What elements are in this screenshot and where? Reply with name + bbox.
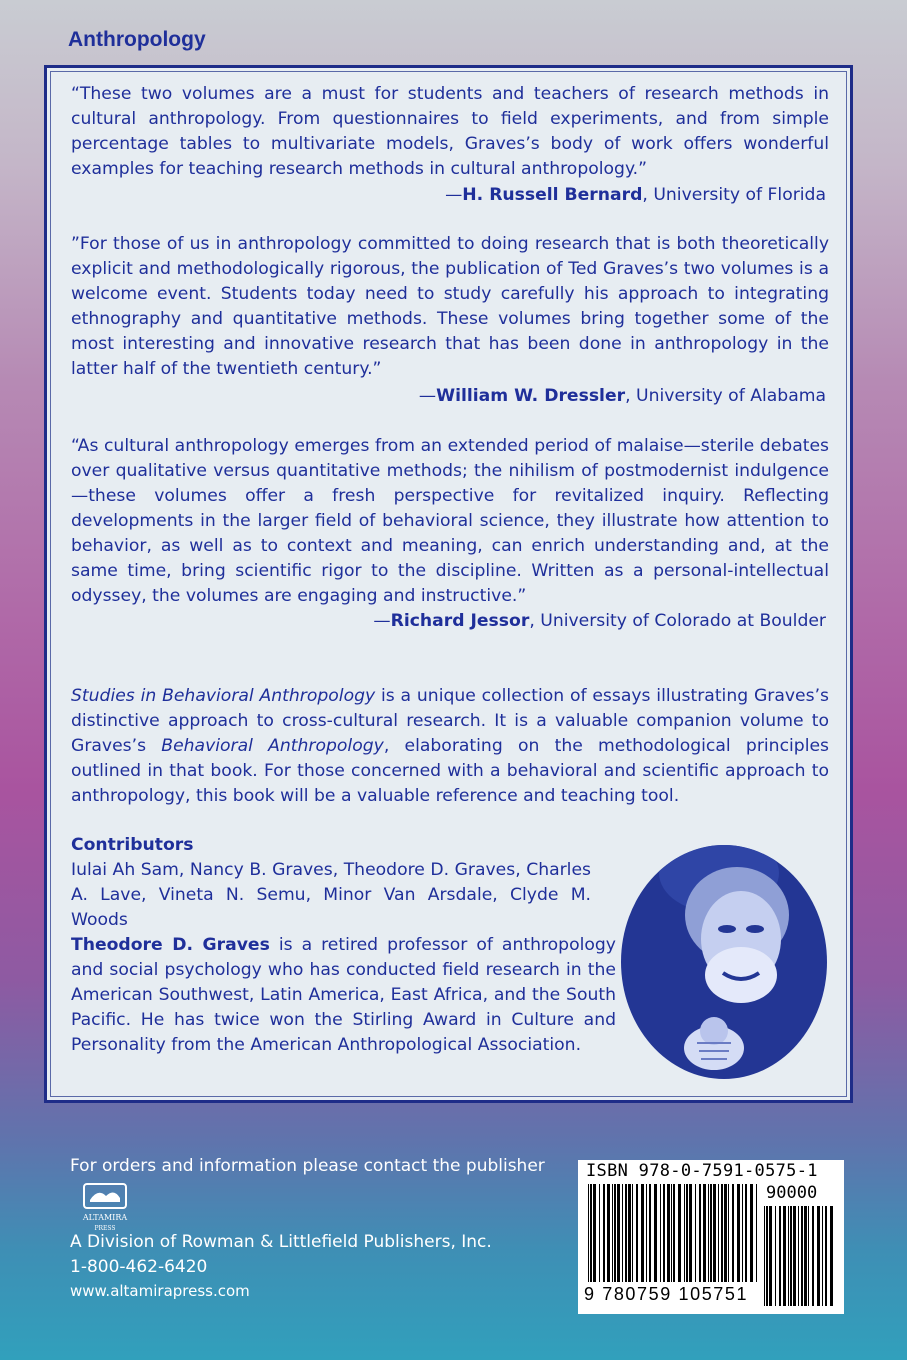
quote-1-affiliation: , University of Florida	[642, 185, 826, 205]
quote-1: “These two volumes are a must for students and teachers of research methods in cultural anthropology. From questionnaires to field experiments, and from simple percentage tables to multivariate models, Graves’s body of work offers wonderful examples for teaching research methods in cultural anthropology.”	[71, 84, 829, 179]
quote-1-attribution: —H. Russell Bernard, University of Florida	[445, 185, 826, 205]
author-name: Theodore D. Graves	[71, 935, 270, 955]
quote-1-author: H. Russell Bernard	[462, 185, 643, 205]
quote-2-affiliation: , University of Alabama	[625, 386, 826, 406]
isbn-barcode	[578, 1160, 844, 1314]
quote-2: ”For those of us in anthropology committed to doing research that is both theoretically explicit and methodologically rigorous, the publication of Ted Graves’s two volumes is a welcome event. Students today need to study carefully his approach to integrating ethnography and quantitative methods. These volumes bring together some of the most interesting and innovative research that has been done in anthropology in the latter half of the twentieth century.”	[71, 234, 829, 379]
quote-3-author: Richard Jessor	[390, 611, 530, 631]
altamira-press-logo	[70, 1180, 140, 1236]
price-code: 90000	[766, 1183, 818, 1203]
book-title: Studies in Behavioral Anthropology	[71, 686, 376, 706]
quote-3-attribution: —Richard Jessor, University of Colorado at Boulder	[373, 611, 826, 631]
contributors-heading: Contributors	[71, 835, 194, 855]
back-cover-panel	[44, 65, 853, 1103]
author-portrait	[619, 843, 829, 1081]
isbn-number: ISBN 978-0-7591-0575-1	[586, 1161, 818, 1181]
category-label: Anthropology	[68, 28, 206, 51]
publisher-division: A Division of Rowman & Littlefield Publishers, Inc.	[70, 1232, 492, 1252]
ean-digits: 9 780759 105751	[584, 1284, 749, 1304]
svg-text:PRESS: PRESS	[94, 1225, 116, 1232]
orders-info: For orders and information please contact the publisher	[70, 1156, 545, 1176]
book-description: Studies in Behavioral Anthropology is a unique collection of essays illustrating Graves’s distinctive approach to cross-cultural research. It is a valuable companion volume to Graves’s Behavioral Anthropology, elaborating on the methodological principles outlined in that book. For those concerned with a behavioral and scientific approach to anthropology, this book will be a valuable reference and teaching tool.	[71, 686, 830, 806]
publisher-website[interactable]: www.altamirapress.com	[70, 1282, 250, 1300]
quote-3-affiliation: , University of Colorado at Boulder	[529, 611, 826, 631]
companion-title: Behavioral Anthropology	[161, 736, 384, 756]
quote-2-attribution: —William W. Dressler, University of Alabama	[418, 386, 826, 406]
author-bio: Theodore D. Graves is a retired professor of anthropology and social psychology who has conducted field research in the American Southwest, Latin America, East Africa, and the South Pacific. He has twice won the Stirling Award in Culture and Personality from the American Anthropological Association.	[71, 935, 616, 1055]
quote-2-author: William W. Dressler	[436, 386, 626, 406]
quote-3: “As cultural anthropology emerges from an extended period of malaise—sterile debates over qualitative versus quantitative methods; the nihilism of postmodernist indulgence—these volumes offer a fresh perspective for revitalized inquiry. Reflecting developments in the larger field of behavioral science, they illustrate how attention to behavior, as well as to context and meaning, can enrich understanding and, at the same time, bring scientific rigor to the discipline. Written as a personal-intellectual odyssey, the volumes are engaging and instructive.”	[71, 436, 829, 606]
contributors-list: Iulai Ah Sam, Nancy B. Graves, Theodore D. Graves, Charles A. Lave, Vineta N. Semu, Minor Van Arsdale, Clyde M. Woods	[71, 860, 591, 930]
publisher-phone: 1-800-462-6420	[70, 1257, 208, 1277]
svg-text:ALTAMIRA: ALTAMIRA	[82, 1213, 128, 1222]
